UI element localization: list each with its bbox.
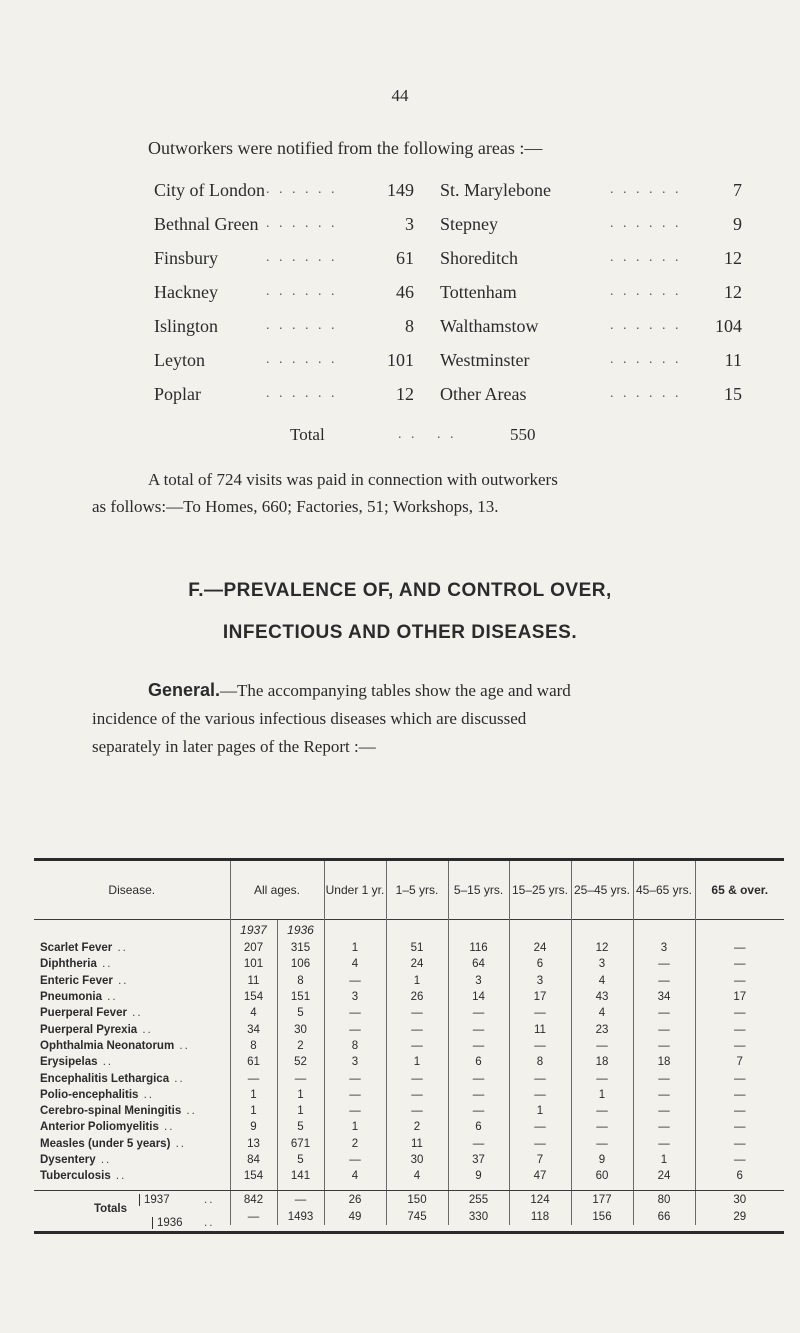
table-cell: 1: [386, 973, 448, 989]
disease-name: Ophthalmia Neonatorum ..: [40, 1039, 190, 1052]
leader-dots: . . . . . .: [266, 352, 338, 367]
area-count: 15: [724, 384, 742, 404]
area-count: 12: [724, 248, 742, 268]
table-cell: —: [324, 1103, 386, 1119]
table-row: [34, 1054, 784, 1070]
disease-name: Polio-encephalitis ..: [40, 1088, 155, 1101]
totals-cell: 66: [633, 1208, 695, 1225]
area-row: [154, 248, 744, 282]
disease-label: Scarlet Fever: [40, 942, 113, 955]
table-cell: —: [386, 1021, 448, 1037]
totals-cell: 118: [509, 1208, 571, 1225]
totals-row: [34, 1191, 784, 1209]
table-cell: 11: [386, 1136, 448, 1152]
table-cell: 2: [277, 1038, 324, 1054]
page-number: 44: [391, 86, 409, 105]
area-count: 7: [733, 180, 742, 200]
area-name: Hackney: [154, 282, 218, 302]
table-cell: —: [277, 1070, 324, 1086]
header-5-15: 5–15 yrs.: [448, 861, 509, 920]
table-cell: 8: [230, 1038, 277, 1054]
visits-line-1: A total of 724 visits was paid in connection with outworkers: [148, 470, 558, 489]
disease-name: Dysentery ..: [40, 1154, 112, 1166]
area-name: Walthamstow: [440, 316, 539, 336]
area-count: 8: [405, 316, 414, 336]
totals-cell: 26: [324, 1191, 386, 1209]
area-row: [154, 316, 744, 350]
table-cell: 101: [230, 956, 277, 972]
table-row: [34, 1103, 784, 1119]
totals-cell: 745: [386, 1208, 448, 1225]
table-cell: 11: [509, 1021, 571, 1037]
area-name: Bethnal Green: [154, 214, 259, 234]
table-row: [34, 973, 784, 989]
disease-label: Cerebro-spinal Meningitis: [40, 1105, 182, 1118]
table-cell: 1: [277, 1087, 324, 1103]
table-cell: —: [324, 1087, 386, 1103]
disease-name: Erysipelas ..: [40, 1056, 114, 1069]
area-count: 9: [733, 214, 742, 234]
leader-dots: . . . . . .: [266, 284, 338, 299]
table-header-row: [34, 861, 784, 920]
table-cell: 8: [509, 1054, 571, 1070]
disease-name: Puerperal Pyrexia ..: [40, 1023, 153, 1036]
leader-dots: . . . . . .: [266, 386, 338, 401]
table-cell: 1: [277, 1103, 324, 1119]
disease-label: Puerperal Fever: [40, 1007, 127, 1020]
table-cell: 52: [277, 1054, 324, 1070]
header-25-45: 25–45 yrs.: [571, 861, 633, 920]
table-cell: —: [509, 1136, 571, 1152]
totals-row: [34, 1208, 784, 1225]
table-cell: —: [386, 1038, 448, 1054]
table-cell: 315: [277, 940, 324, 956]
disease-label: Anterior Poliomyelitis: [40, 1121, 159, 1134]
disease-label: Polio-encephalitis: [40, 1088, 139, 1101]
totals-cell: 255: [448, 1191, 509, 1209]
totals-cell: 150: [386, 1191, 448, 1209]
area-count: 101: [387, 350, 414, 370]
table-cell: 9: [571, 1152, 633, 1168]
disease-label: Puerperal Pyrexia: [40, 1023, 138, 1036]
leader-dots: . . . . . .: [610, 250, 682, 265]
totals-label-cell: 1936 ..: [34, 1208, 230, 1225]
table-cell: 154: [230, 1168, 277, 1184]
table-cell: —: [509, 1005, 571, 1021]
totals-cell: 842: [230, 1191, 277, 1209]
area-name: Poplar: [154, 384, 201, 404]
table-cell: —: [633, 1021, 695, 1037]
table-cell: —: [448, 1021, 509, 1037]
table-cell: —: [448, 1070, 509, 1086]
table-row: [34, 1005, 784, 1021]
table-cell: 151: [277, 989, 324, 1005]
table-row: [34, 940, 784, 956]
area-name: Shoreditch: [440, 248, 518, 268]
table-cell: 7: [509, 1152, 571, 1168]
year-row: [34, 920, 784, 940]
table-cell: 4: [230, 1005, 277, 1021]
disease-name: Cerebro-spinal Meningitis ..: [40, 1105, 197, 1118]
table-cell: 8: [277, 973, 324, 989]
table-cell: 1: [509, 1103, 571, 1119]
table-cell: 1: [571, 1087, 633, 1103]
table-cell: —: [448, 1087, 509, 1103]
totals-label: Totals: [94, 1202, 128, 1215]
disease-name: Tuberculosis ..: [40, 1170, 127, 1183]
disease-label: Enteric Fever: [40, 974, 113, 987]
table-cell: —: [448, 1103, 509, 1119]
table-cell: 3: [448, 973, 509, 989]
table-cell: —: [448, 1005, 509, 1021]
table-cell: 18: [633, 1054, 695, 1070]
table-row: [34, 989, 784, 1005]
table-cell: —: [633, 1070, 695, 1086]
total-leader-dots: . . . .: [398, 427, 457, 442]
table-cell: 24: [509, 940, 571, 956]
table-cell: —: [695, 1038, 784, 1054]
totals-cell: 1493: [277, 1208, 324, 1225]
total-value: 550: [510, 425, 536, 444]
table-cell: 1: [324, 1119, 386, 1135]
table-cell: 1: [324, 940, 386, 956]
area-name: Stepney: [440, 214, 498, 234]
disease-name: Measles (under 5 years) ..: [40, 1137, 186, 1150]
table-cell: 43: [571, 989, 633, 1005]
table-cell: 51: [386, 940, 448, 956]
table-cell: 18: [571, 1054, 633, 1070]
totals-year: 1937: [139, 1194, 170, 1206]
table-cell: 671: [277, 1136, 324, 1152]
areas-list: [154, 180, 744, 418]
totals-year: 1936: [152, 1217, 183, 1229]
table-cell: —: [386, 1103, 448, 1119]
table-cell: —: [695, 1087, 784, 1103]
table-row: [34, 956, 784, 972]
table-cell: 106: [277, 956, 324, 972]
table-cell: —: [509, 1119, 571, 1135]
table-cell: —: [324, 1021, 386, 1037]
table-cell: —: [448, 1136, 509, 1152]
table-cell: 7: [695, 1054, 784, 1070]
header-under-1: Under 1 yr.: [324, 861, 386, 920]
table-cell: 3: [571, 956, 633, 972]
table-cell: —: [633, 1119, 695, 1135]
leader-dots: . . . . . .: [266, 318, 338, 333]
area-name: St. Marylebone: [440, 180, 551, 200]
table-cell: 4: [571, 1005, 633, 1021]
table-row: [34, 1136, 784, 1152]
header-disease: Disease.: [108, 883, 156, 897]
table-row: [34, 1152, 784, 1168]
leader-dots: . . . . . .: [610, 352, 682, 367]
totals-cell: 177: [571, 1191, 633, 1209]
table-cell: 1: [633, 1152, 695, 1168]
table-cell: —: [509, 1038, 571, 1054]
table-cell: —: [386, 1087, 448, 1103]
table-cell: 12: [571, 940, 633, 956]
table-cell: —: [571, 1038, 633, 1054]
table-cell: 23: [571, 1021, 633, 1037]
table-cell: 60: [571, 1168, 633, 1184]
area-name: Finsbury: [154, 248, 219, 268]
table-cell: 3: [509, 973, 571, 989]
table-cell: 34: [230, 1021, 277, 1037]
disease-label: Dysentery: [40, 1154, 96, 1166]
table-cell: 47: [509, 1168, 571, 1184]
leader-dots: . . . . . .: [266, 250, 338, 265]
table-bottom-rule: [34, 1231, 784, 1234]
totals-cell: 330: [448, 1208, 509, 1225]
disease-name: Encephalitis Lethargica ..: [40, 1072, 185, 1085]
totals-cell: 80: [633, 1191, 695, 1209]
table-cell: 6: [448, 1054, 509, 1070]
leader-dots: . . . . . .: [610, 318, 682, 333]
table-cell: 64: [448, 956, 509, 972]
header-65-over: 65 & over.: [695, 861, 784, 920]
table-cell: —: [695, 956, 784, 972]
general-line-3: separately in later pages of the Report :—: [92, 737, 376, 756]
table-cell: —: [633, 1103, 695, 1119]
table-cell: —: [633, 1005, 695, 1021]
table-cell: 3: [324, 989, 386, 1005]
table-cell: 13: [230, 1136, 277, 1152]
table-cell: 24: [633, 1168, 695, 1184]
visits-paragraph: [92, 466, 748, 520]
table-cell: —: [633, 1136, 695, 1152]
table-cell: 9: [448, 1168, 509, 1184]
table-cell: —: [695, 1152, 784, 1168]
table-cell: 14: [448, 989, 509, 1005]
table-cell: 30: [277, 1021, 324, 1037]
table-cell: 4: [386, 1168, 448, 1184]
totals-cell: 156: [571, 1208, 633, 1225]
area-row: [154, 350, 744, 384]
area-name: Islington: [154, 316, 219, 336]
table-cell: —: [230, 1070, 277, 1086]
totals-cell: 49: [324, 1208, 386, 1225]
totals-cell: 124: [509, 1191, 571, 1209]
table-cell: —: [633, 1087, 695, 1103]
table-cell: —: [509, 1087, 571, 1103]
disease-name: Enteric Fever ..: [40, 974, 129, 987]
total-label: Total: [290, 425, 325, 444]
table-cell: 2: [386, 1119, 448, 1135]
table-cell: 84: [230, 1152, 277, 1168]
table-row: [34, 1038, 784, 1054]
table-cell: 4: [571, 973, 633, 989]
totals-cell: 30: [695, 1191, 784, 1209]
area-name: Westminster: [440, 350, 530, 370]
table-cell: —: [571, 1119, 633, 1135]
table-cell: 1: [230, 1103, 277, 1119]
table-cell: 5: [277, 1152, 324, 1168]
disease-label: Measles (under 5 years): [40, 1137, 171, 1150]
table-cell: 9: [230, 1119, 277, 1135]
header-15-25: 15–25 yrs.: [509, 861, 571, 920]
table-cell: —: [695, 1119, 784, 1135]
leader-dots: . . . . . .: [610, 284, 682, 299]
general-lead: General.: [148, 680, 221, 700]
table-row: [34, 1021, 784, 1037]
visits-line-2: as follows:—To Homes, 660; Factories, 51; Workshops, 13.: [92, 497, 499, 516]
table-cell: 2: [324, 1136, 386, 1152]
area-name: Tottenham: [440, 282, 517, 302]
table-cell: —: [571, 1136, 633, 1152]
disease-name: Anterior Poliomyelitis ..: [40, 1121, 175, 1134]
year-1937: 1937: [230, 920, 277, 940]
section-title-line-2: INFECTIOUS AND OTHER DISEASES.: [222, 622, 578, 643]
table-cell: —: [386, 1005, 448, 1021]
leader-dots: . . . . . .: [610, 216, 682, 231]
general-line-1: —The accompanying tables show the age and ward: [220, 681, 571, 700]
table-cell: 4: [324, 1168, 386, 1184]
leader-dots: . . . . . .: [610, 386, 682, 401]
header-1-5: 1–5 yrs.: [386, 861, 448, 920]
table-cell: 30: [386, 1152, 448, 1168]
general-paragraph: [92, 676, 752, 761]
table-cell: 26: [386, 989, 448, 1005]
disease-label: Diphtheria: [40, 958, 97, 971]
table-cell: 34: [633, 989, 695, 1005]
disease-table: [34, 858, 784, 1234]
area-row: [154, 214, 744, 248]
table-cell: 5: [277, 1119, 324, 1135]
disease-label: Tuberculosis: [40, 1170, 111, 1183]
table-cell: 6: [695, 1168, 784, 1184]
table-cell: 8: [324, 1038, 386, 1054]
table-cell: —: [324, 1152, 386, 1168]
area-count: 12: [724, 282, 742, 302]
table-row: [34, 1168, 784, 1184]
table-cell: 1: [230, 1087, 277, 1103]
totals-cell: 29: [695, 1208, 784, 1225]
table-cell: —: [324, 1070, 386, 1086]
table-cell: —: [695, 1021, 784, 1037]
totals-cell: —: [277, 1191, 324, 1209]
area-row: [154, 384, 744, 418]
table-cell: 37: [448, 1152, 509, 1168]
table-cell: —: [695, 1070, 784, 1086]
table-cell: 1: [386, 1054, 448, 1070]
table-cell: —: [695, 940, 784, 956]
disease-label: Pneumonia: [40, 991, 102, 1004]
area-name: City of London: [154, 180, 265, 200]
area-count: 3: [405, 214, 414, 234]
table-cell: —: [386, 1070, 448, 1086]
disease-label: Ophthalmia Neonatorum: [40, 1039, 175, 1052]
table-cell: —: [448, 1038, 509, 1054]
table-cell: 3: [324, 1054, 386, 1070]
table-cell: 141: [277, 1168, 324, 1184]
table-cell: —: [509, 1070, 571, 1086]
table-cell: 17: [509, 989, 571, 1005]
disease-name: Diphtheria ..: [40, 958, 113, 971]
year-1936: 1936: [277, 920, 324, 940]
area-name: Leyton: [154, 350, 205, 370]
table-cell: —: [695, 1103, 784, 1119]
area-count: 46: [396, 282, 414, 302]
table-cell: 6: [509, 956, 571, 972]
table-cell: —: [571, 1103, 633, 1119]
table-cell: 5: [277, 1005, 324, 1021]
table-row: [34, 1119, 784, 1135]
table-cell: 11: [230, 973, 277, 989]
table-cell: 207: [230, 940, 277, 956]
area-count: 11: [724, 350, 742, 370]
area-count: 12: [396, 384, 414, 404]
table-row: [34, 1070, 784, 1086]
header-all-ages: All ages.: [230, 861, 324, 920]
table-cell: 4: [324, 956, 386, 972]
area-row: [154, 282, 744, 316]
leader-dots: . . . . . .: [266, 216, 338, 231]
area-row: [154, 180, 744, 214]
table-cell: 17: [695, 989, 784, 1005]
table-row: [34, 1087, 784, 1103]
disease-name: Puerperal Fever ..: [40, 1007, 143, 1020]
table-cell: —: [695, 1005, 784, 1021]
area-count: 104: [715, 316, 742, 336]
area-name: Other Areas: [440, 384, 527, 404]
table-cell: —: [633, 973, 695, 989]
table-cell: 3: [633, 940, 695, 956]
section-title-line-1: F.—PREVALENCE OF, AND CONTROL OVER,: [188, 580, 612, 601]
intro-text: Outworkers were notified from the following areas :—: [148, 138, 543, 158]
area-count: 61: [396, 248, 414, 268]
totals-label-cell: Totals 1937 ..: [94, 1193, 215, 1215]
disease-name: Scarlet Fever ..: [40, 942, 128, 955]
table-cell: —: [695, 973, 784, 989]
disease-label: Erysipelas: [40, 1056, 98, 1069]
area-count: 149: [387, 180, 414, 200]
table-cell: 61: [230, 1054, 277, 1070]
disease-name: Pneumonia ..: [40, 991, 118, 1004]
table-cell: —: [633, 1038, 695, 1054]
disease-label: Encephalitis Lethargica: [40, 1072, 170, 1085]
table-cell: —: [324, 973, 386, 989]
totals-cell: —: [230, 1208, 277, 1225]
leader-dots: . . . . . .: [266, 182, 338, 197]
table-cell: —: [695, 1136, 784, 1152]
table-cell: 24: [386, 956, 448, 972]
header-45-65: 45–65 yrs.: [633, 861, 695, 920]
table-cell: —: [633, 956, 695, 972]
table-cell: —: [571, 1070, 633, 1086]
leader-dots: . . . . . .: [610, 182, 682, 197]
table-cell: 6: [448, 1119, 509, 1135]
table-cell: —: [324, 1005, 386, 1021]
table-cell: 116: [448, 940, 509, 956]
table-cell: 154: [230, 989, 277, 1005]
general-line-2: incidence of the various infectious diseases which are discussed: [92, 709, 527, 728]
